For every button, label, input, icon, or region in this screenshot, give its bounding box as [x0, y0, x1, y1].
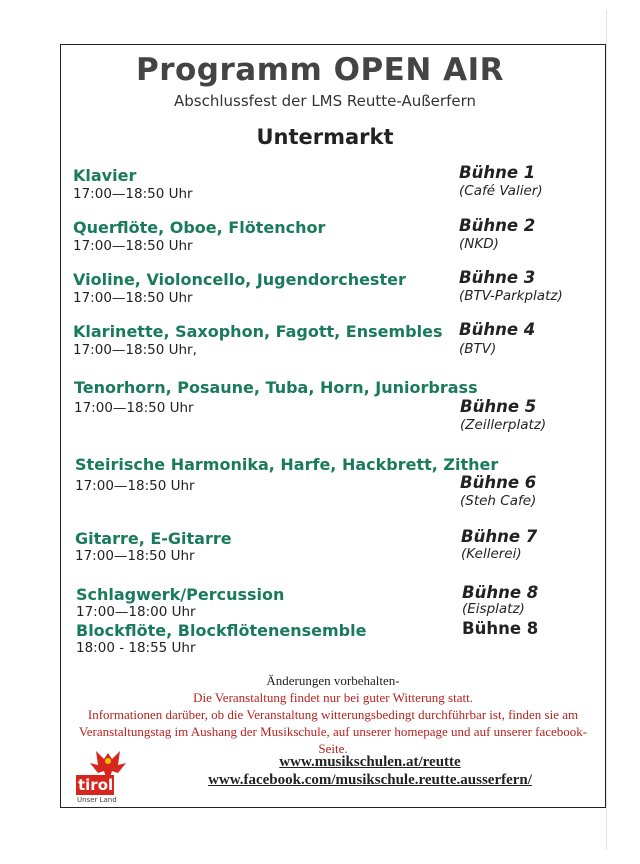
- program-stage: Bühne 2: [459, 216, 536, 235]
- program-location: (Eisplatz): [462, 601, 525, 617]
- links-block: [150, 753, 590, 789]
- program-stage: Bühne 3: [459, 268, 536, 287]
- venue-heading: Untermarkt: [256, 125, 394, 149]
- program-time: 17:00—18:50 Uhr: [73, 238, 193, 254]
- logo-tagline: Unser Land: [77, 796, 117, 803]
- program-time: 18:00 - 18:55 Uhr: [76, 640, 196, 656]
- program-stage: Bühne 8: [462, 619, 539, 638]
- program-time: 17:00—18:50 Uhr,: [73, 342, 197, 358]
- page-subtitle: Abschlussfest der LMS Reutte-Außerfern: [174, 92, 476, 110]
- facebook-link[interactable]: www.facebook.com/musikschule.reutte.ausserfern/: [208, 772, 532, 788]
- changes-note: Änderungen vorbehalten-: [266, 673, 400, 688]
- program-stage: Bühne 4: [459, 320, 536, 339]
- tirol-logo: [76, 745, 140, 803]
- program-location: (BTV-Parkplatz): [459, 288, 563, 304]
- website-link[interactable]: www.musikschulen.at/reutte: [279, 754, 461, 770]
- weather-note: Die Veranstaltung findet nur bei guter Witterung statt.: [193, 690, 473, 705]
- program-stage: Bühne 6: [460, 473, 537, 492]
- program-time: 17:00—18:50 Uhr: [75, 478, 195, 494]
- program-act: Blockflöte, Blockflötenensemble: [76, 621, 367, 640]
- program-stage: Bühne 8: [462, 583, 539, 602]
- program-act: Tenorhorn, Posaune, Tuba, Horn, Juniorbrass: [74, 378, 478, 397]
- program-time: 17:00—18:50 Uhr: [73, 186, 193, 202]
- program-stage: Bühne 7: [461, 527, 538, 546]
- info-note: Informationen darüber, ob die Veranstaltung witterungsbedingt durchführbar ist, finden sie am Veranstaltungstag im Aushang der Musikschule, auf unserer homepage und auf unserer facebook-Seite.: [78, 707, 588, 756]
- program-act: Klavier: [73, 166, 137, 185]
- program-location: (Zeillerplatz): [460, 417, 547, 433]
- program-time: 17:00—18:50 Uhr: [73, 290, 193, 306]
- program-time: 17:00—18:50 Uhr: [74, 400, 194, 416]
- program-act: Schlagwerk/Percussion: [76, 585, 285, 604]
- program-act: Steirische Harmonika, Harfe, Hackbrett, Zither: [75, 455, 499, 474]
- program-stage: Bühne 5: [460, 397, 537, 416]
- program-act: Querflöte, Oboe, Flötenchor: [73, 218, 326, 237]
- tyrolean-eagle-icon: [76, 745, 140, 803]
- program-location: (BTV): [459, 341, 497, 357]
- program-location: (NKD): [459, 236, 499, 252]
- program-act: Gitarre, E-Gitarre: [75, 529, 232, 548]
- program-location: (Kellerei): [461, 546, 522, 562]
- program-stage: Bühne 1: [459, 163, 536, 182]
- program-time: 17:00—18:50 Uhr: [75, 548, 195, 564]
- notice-block: [70, 672, 596, 757]
- program-act: Violine, Violoncello, Jugendorchester: [73, 270, 406, 289]
- logo-wordmark: tirol: [78, 776, 114, 794]
- program-time: 17:00—18:00 Uhr: [76, 604, 196, 620]
- page-title: Programm OPEN AIR: [136, 52, 504, 88]
- program-location: (Steh Cafe): [460, 493, 537, 509]
- program-act: Klarinette, Saxophon, Fagott, Ensembles: [73, 322, 443, 341]
- program-location: (Café Valier): [459, 183, 543, 199]
